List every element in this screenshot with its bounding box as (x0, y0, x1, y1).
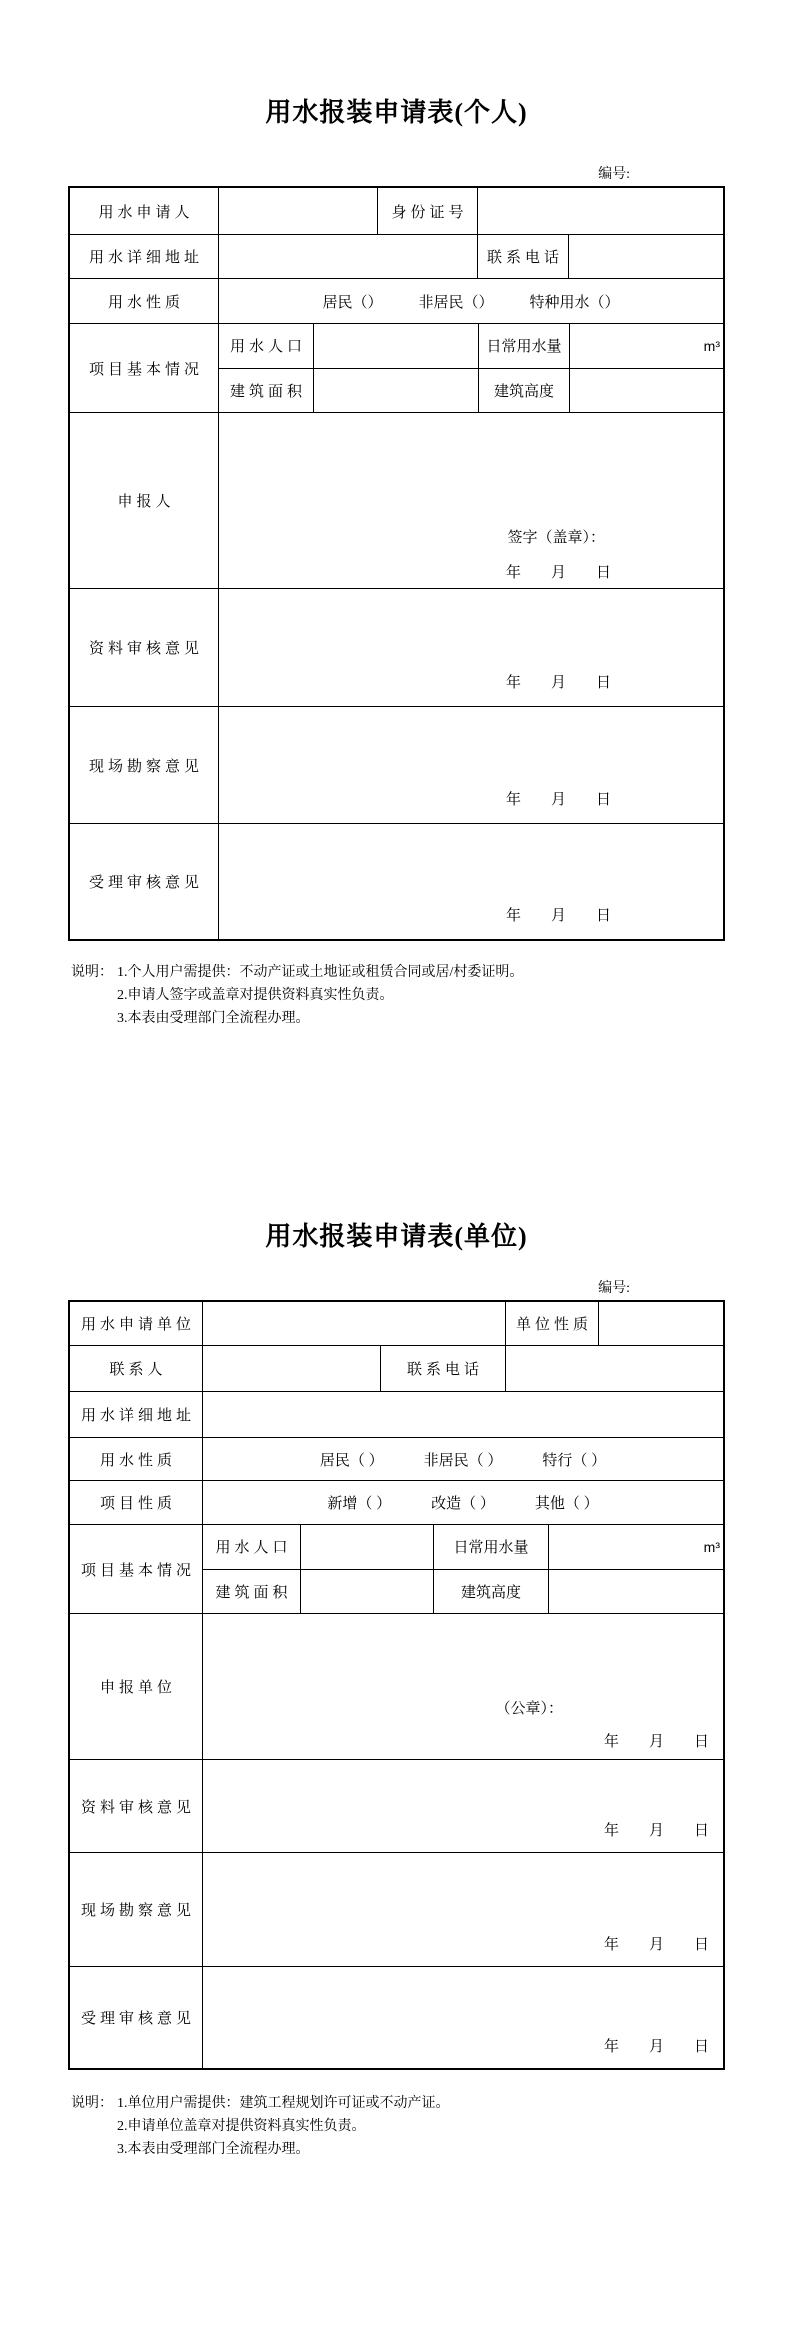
date-line: 年 月 日 (505, 908, 611, 924)
id-number-field[interactable] (477, 188, 723, 234)
site-survey-area[interactable] (202, 1853, 723, 1966)
unit-serial-label: 编号: (598, 1281, 630, 1296)
water-nature-label: 用水性质 (99, 1452, 176, 1469)
signature-seal-label: 签字（盖章）： (507, 530, 605, 546)
unit-name-row (70, 1302, 723, 1345)
water-nature-row (70, 1437, 723, 1480)
project-info-row (70, 1524, 723, 1613)
individual-serial-label: 编号: (598, 167, 630, 182)
individual-form-section (0, 92, 793, 1030)
address-label: 用水详细地址 (88, 250, 203, 266)
declarant-label: 申报人 (117, 494, 175, 510)
building-height-field[interactable] (569, 369, 723, 413)
contact-row (70, 1345, 723, 1391)
project-info-label: 项目基本情况 (88, 361, 203, 378)
individual-notes (68, 961, 725, 1030)
date-line: 年 月 日 (603, 1734, 709, 1750)
cubic-meter-unit: m³ (703, 337, 720, 354)
notes-prefix: 说明： (71, 2096, 113, 2111)
option-renovate[interactable]: 改造（ ） (431, 1496, 495, 1512)
date-line: 年 月 日 (505, 675, 611, 691)
address-label: 用水详细地址 (80, 1408, 195, 1424)
applicant-name-label: 用水申请人 (98, 204, 194, 221)
unit-notes (68, 2092, 725, 2161)
unit-name-label: 用水申请单位 (80, 1317, 195, 1333)
unit-nature-field[interactable] (598, 1302, 723, 1345)
building-area-label: 建筑面积 (229, 383, 306, 400)
building-area-field[interactable] (300, 1570, 433, 1614)
declarant-area[interactable] (218, 413, 723, 588)
option-nonresident[interactable]: 非居民（ ） (423, 1452, 503, 1469)
building-height-field[interactable] (548, 1570, 723, 1614)
material-review-area[interactable] (202, 1760, 723, 1852)
project-info-group (202, 1525, 723, 1613)
declarant-row (70, 412, 723, 588)
date-line: 年 月 日 (603, 2039, 709, 2055)
address-row (70, 234, 723, 278)
option-other[interactable]: 其他（ ） (534, 1496, 599, 1512)
notes-lines (117, 2092, 450, 2161)
option-resident[interactable]: 居民（） (322, 294, 383, 311)
population-field[interactable] (300, 1525, 433, 1569)
option-new[interactable]: 新增（ ） (327, 1496, 392, 1512)
individual-form-title: 用水报装申请表(个人) (265, 98, 528, 127)
population-label: 用水人口 (215, 1540, 292, 1557)
daily-usage-label: 日常用水量 (433, 1525, 548, 1569)
applicant-row (70, 188, 723, 234)
site-survey-label: 现场勘察意见 (80, 1903, 195, 1919)
population-field[interactable] (313, 324, 478, 368)
date-line: 年 月 日 (505, 792, 611, 808)
project-nature-row (70, 1480, 723, 1524)
declarant-unit-row (70, 1613, 723, 1759)
phone-field[interactable] (505, 1346, 723, 1391)
daily-usage-field[interactable] (569, 324, 723, 368)
acceptance-review-area[interactable] (202, 1967, 723, 2068)
population-subrow (203, 1525, 723, 1569)
date-line: 年 月 日 (603, 1937, 709, 1953)
declarant-unit-label: 申报单位 (99, 1680, 176, 1696)
acceptance-review-row (70, 1966, 723, 2068)
option-nonresident[interactable]: 非居民（） (418, 294, 494, 311)
official-seal-label: （公章）： (495, 1701, 563, 1717)
option-resident[interactable]: 居民（ ） (319, 1452, 384, 1469)
contact-label: 联系人 (109, 1362, 167, 1378)
option-special-water[interactable]: 特种用水（） (529, 294, 620, 311)
note-line-1: 1.个人用户需提供：不动产证或土地证或租赁合同或居/村委证明。 (117, 965, 524, 980)
id-number-label: 身份证号 (377, 188, 477, 234)
project-info-label: 项目基本情况 (80, 1562, 195, 1579)
acceptance-review-row (70, 823, 723, 939)
date-line: 年 月 日 (603, 1823, 709, 1839)
project-nature-label: 项目性质 (99, 1496, 176, 1512)
site-survey-label: 现场勘察意见 (88, 758, 203, 775)
unit-form-table (68, 1300, 725, 2070)
note-line-1: 1.单位用户需提供：建筑工程规划许可证或不动产证。 (117, 2096, 450, 2111)
unit-name-field[interactable] (202, 1302, 505, 1345)
notes-lines (117, 961, 523, 1030)
note-line-3: 3.本表由受理部门全流程办理。 (117, 2142, 310, 2157)
unit-form-title: 用水报装申请表(单位) (265, 1222, 528, 1251)
acceptance-review-area[interactable] (218, 824, 723, 939)
population-subrow (219, 324, 723, 368)
material-review-row (70, 1759, 723, 1852)
water-nature-label: 用水性质 (107, 294, 184, 311)
site-survey-area[interactable] (218, 707, 723, 823)
material-review-label: 资料审核意见 (88, 641, 203, 657)
acceptance-review-label: 受理审核意见 (88, 875, 203, 891)
population-label: 用水人口 (229, 339, 306, 356)
building-height-label: 建筑高度 (478, 369, 569, 413)
project-nature-options (202, 1481, 723, 1524)
material-review-label: 资料审核意见 (80, 1799, 195, 1816)
address-row (70, 1391, 723, 1437)
material-review-row (70, 588, 723, 706)
phone-label: 联系电话 (380, 1346, 505, 1391)
building-height-label: 建筑高度 (433, 1570, 548, 1614)
material-review-area[interactable] (218, 589, 723, 706)
note-line-2: 2.申请人签字或盖章对提供资料真实性负责。 (117, 988, 394, 1003)
option-special-industry[interactable]: 特行（ ） (542, 1452, 607, 1469)
water-nature-row (70, 278, 723, 323)
area-subrow (219, 368, 723, 413)
building-area-field[interactable] (313, 369, 478, 413)
unit-form-section (0, 1216, 793, 2161)
notes-prefix: 说明： (71, 965, 113, 980)
address-field[interactable] (202, 1392, 723, 1437)
contact-field[interactable] (202, 1346, 380, 1391)
water-nature-options (218, 279, 723, 323)
cubic-meter-unit: m³ (703, 1538, 720, 1555)
applicant-name-field[interactable] (218, 188, 377, 234)
project-info-row (70, 323, 723, 412)
site-survey-row (70, 1852, 723, 1966)
individual-form-table (68, 186, 725, 941)
building-area-label: 建筑面积 (215, 1584, 292, 1601)
note-line-2: 2.申请单位盖章对提供资料真实性负责。 (117, 2119, 366, 2134)
address-field[interactable] (218, 235, 477, 278)
water-nature-options (202, 1438, 723, 1480)
daily-usage-field[interactable] (548, 1525, 723, 1569)
note-line-3: 3.本表由受理部门全流程办理。 (117, 1011, 310, 1026)
phone-label: 联系电话 (477, 235, 568, 278)
area-subrow (203, 1569, 723, 1614)
phone-field[interactable] (568, 235, 723, 278)
daily-usage-label: 日常用水量 (478, 324, 569, 368)
date-line: 年 月 日 (505, 565, 611, 581)
site-survey-row (70, 706, 723, 823)
unit-nature-label: 单位性质 (505, 1302, 598, 1345)
declarant-unit-area[interactable] (202, 1614, 723, 1759)
project-info-group (218, 324, 723, 412)
acceptance-review-label: 受理审核意见 (80, 2011, 195, 2027)
